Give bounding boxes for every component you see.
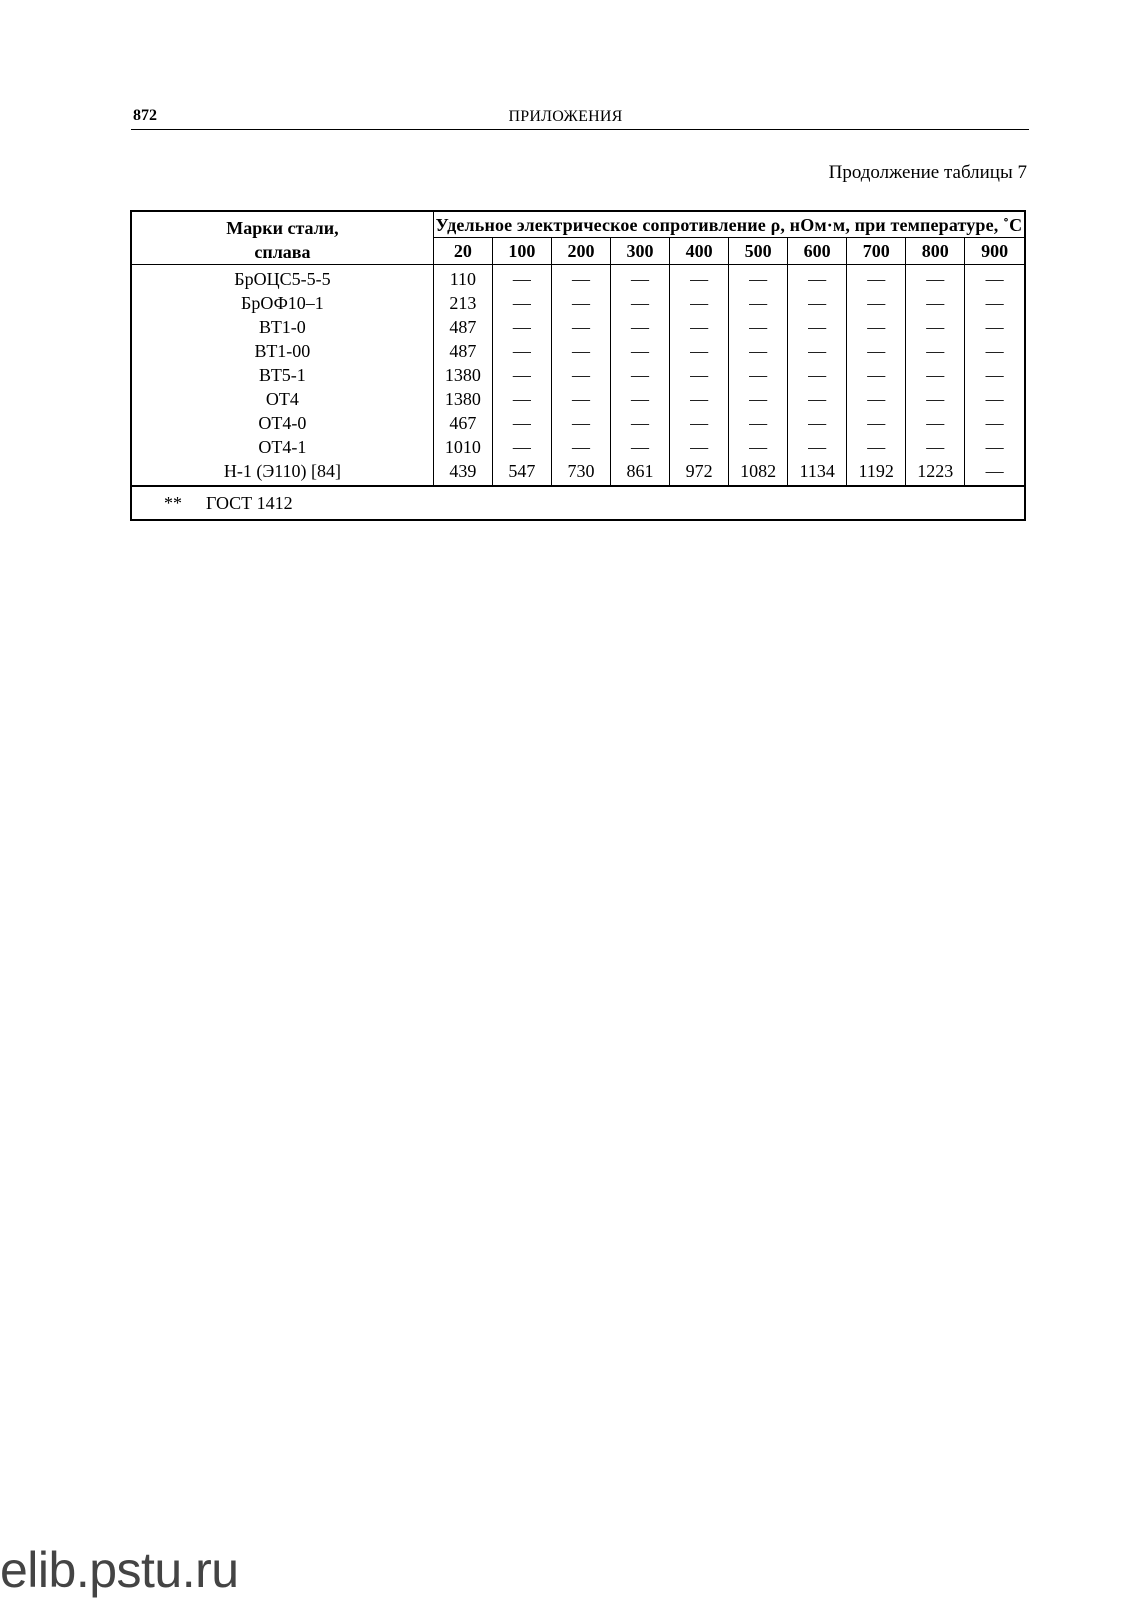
table-continuation-label: Продолжение таблицы 7 xyxy=(828,162,1027,183)
value-cell: 439 xyxy=(433,459,492,485)
value-cell: — xyxy=(985,389,1004,409)
value-cell: — xyxy=(551,411,610,435)
value-cell: — xyxy=(551,291,610,315)
value-cell: — xyxy=(670,435,729,459)
page-number: 872 xyxy=(133,107,157,124)
grade-cell: ВТ5-1 xyxy=(132,363,433,387)
value-cell: — xyxy=(788,291,847,315)
value-cell: — xyxy=(906,387,965,411)
value-cell: — xyxy=(985,437,1004,457)
table-row xyxy=(132,291,1024,315)
table-footnote xyxy=(132,485,1024,519)
table-body xyxy=(132,265,1024,486)
value-cell: — xyxy=(985,341,1004,361)
grade-cell: ВТ1-0 xyxy=(132,315,433,339)
value-cell: 861 xyxy=(611,459,670,485)
data-table xyxy=(132,212,1024,485)
value-cell: — xyxy=(788,411,847,435)
temperature-header: 300 xyxy=(611,238,670,265)
value-cell: — xyxy=(492,265,551,292)
value-cell: — xyxy=(492,387,551,411)
value-cell: — xyxy=(729,315,788,339)
value-cell: — xyxy=(847,435,906,459)
resistivity-table xyxy=(130,210,1026,521)
value-cell: — xyxy=(729,363,788,387)
grade-cell: БрОЦС5-5-5 xyxy=(132,265,433,292)
value-cell: 487 xyxy=(433,339,492,363)
grade-cell: ОТ4 xyxy=(132,387,433,411)
value-cell: — xyxy=(985,413,1004,433)
value-cell: — xyxy=(847,411,906,435)
value-cell: — xyxy=(670,339,729,363)
value-cell: — xyxy=(670,291,729,315)
temperature-header: 500 xyxy=(729,238,788,265)
value-cell: 487 xyxy=(433,315,492,339)
table-row xyxy=(132,435,1024,459)
value-cell: — xyxy=(985,269,1004,289)
value-cell: — xyxy=(492,315,551,339)
value-cell: 110 xyxy=(433,265,492,292)
value-cell: — xyxy=(611,435,670,459)
temperature-header: 900 xyxy=(965,238,1024,265)
temperature-header: 20 xyxy=(433,238,492,265)
value-cell: — xyxy=(788,265,847,292)
value-cell: — xyxy=(492,291,551,315)
table-row xyxy=(132,363,1024,387)
value-cell: — xyxy=(611,387,670,411)
value-cell: — xyxy=(847,291,906,315)
value-cell: 1134 xyxy=(788,459,847,485)
grade-cell: ОТ4-1 xyxy=(132,435,433,459)
value-cell: — xyxy=(670,363,729,387)
value-cell: — xyxy=(611,411,670,435)
value-cell: — xyxy=(788,363,847,387)
temperature-header: 100 xyxy=(492,238,551,265)
value-cell: — xyxy=(788,315,847,339)
value-cell: — xyxy=(611,339,670,363)
value-cell: — xyxy=(729,265,788,292)
value-cell: — xyxy=(492,411,551,435)
table-row xyxy=(132,387,1024,411)
temperature-header: 600 xyxy=(788,238,847,265)
value-cell: — xyxy=(985,317,1004,337)
grade-header-line2: сплава xyxy=(254,242,311,262)
value-cell: — xyxy=(670,411,729,435)
value-cell: 1192 xyxy=(847,459,906,485)
value-cell: — xyxy=(492,363,551,387)
value-cell: — xyxy=(551,363,610,387)
value-cell: — xyxy=(906,435,965,459)
value-cell: — xyxy=(551,435,610,459)
value-cell: 1380 xyxy=(433,387,492,411)
grade-header-line1: Марки стали, xyxy=(226,218,339,238)
value-cell: 730 xyxy=(551,459,610,485)
value-cell: 1223 xyxy=(906,459,965,485)
resistivity-group-header: Удельное электрическое сопротивление ρ, нОм·м, при температуре, ˚С xyxy=(433,212,1024,238)
value-cell: — xyxy=(551,387,610,411)
header-rule xyxy=(131,129,1029,130)
value-cell: — xyxy=(611,363,670,387)
value-cell: — xyxy=(670,315,729,339)
value-cell: 467 xyxy=(433,411,492,435)
value-cell: 972 xyxy=(670,459,729,485)
value-cell: 213 xyxy=(433,291,492,315)
value-cell: — xyxy=(985,365,1004,385)
value-cell: — xyxy=(611,265,670,292)
value-cell: — xyxy=(729,411,788,435)
table-row xyxy=(132,315,1024,339)
value-cell: — xyxy=(729,387,788,411)
value-cell: — xyxy=(551,315,610,339)
value-cell: — xyxy=(729,291,788,315)
value-cell: — xyxy=(788,387,847,411)
value-cell: 1082 xyxy=(729,459,788,485)
table-row xyxy=(132,339,1024,363)
table-row xyxy=(132,411,1024,435)
value-cell: — xyxy=(670,265,729,292)
value-cell: — xyxy=(985,461,1004,481)
value-cell: — xyxy=(985,293,1004,313)
value-cell: — xyxy=(551,265,610,292)
value-cell: — xyxy=(611,291,670,315)
value-cell: — xyxy=(906,291,965,315)
value-cell: — xyxy=(729,339,788,363)
value-cell: — xyxy=(847,339,906,363)
value-cell: — xyxy=(492,435,551,459)
grade-cell: ВТ1-00 xyxy=(132,339,433,363)
value-cell: — xyxy=(906,411,965,435)
value-cell: 1010 xyxy=(433,435,492,459)
value-cell: — xyxy=(847,387,906,411)
temperature-header: 800 xyxy=(906,238,965,265)
table-row xyxy=(132,265,1024,292)
grade-cell: БрОФ10–1 xyxy=(132,291,433,315)
value-cell: — xyxy=(492,339,551,363)
temperature-header: 400 xyxy=(670,238,729,265)
temperature-header: 700 xyxy=(847,238,906,265)
grade-cell: ОТ4-0 xyxy=(132,411,433,435)
value-cell: — xyxy=(906,339,965,363)
value-cell: 1380 xyxy=(433,363,492,387)
value-cell: — xyxy=(906,315,965,339)
running-title: ПРИЛОЖЕНИЯ xyxy=(508,108,623,125)
value-cell: — xyxy=(611,315,670,339)
value-cell: — xyxy=(906,363,965,387)
value-cell: — xyxy=(551,339,610,363)
table-row xyxy=(132,459,1024,485)
footnote-text: ГОСТ 1412 xyxy=(206,493,293,513)
value-cell: — xyxy=(847,265,906,292)
temperature-header: 200 xyxy=(551,238,610,265)
value-cell: — xyxy=(847,363,906,387)
value-cell: — xyxy=(670,387,729,411)
footnote-mark: ** xyxy=(164,493,182,513)
value-cell: 547 xyxy=(492,459,551,485)
value-cell: — xyxy=(847,315,906,339)
value-cell: — xyxy=(788,339,847,363)
grade-column-header xyxy=(132,212,433,265)
value-cell: — xyxy=(729,435,788,459)
grade-cell: Н-1 (Э110) [84] xyxy=(132,459,433,485)
value-cell: — xyxy=(788,435,847,459)
watermark: elib.pstu.ru xyxy=(0,1542,239,1598)
value-cell: — xyxy=(906,265,965,292)
